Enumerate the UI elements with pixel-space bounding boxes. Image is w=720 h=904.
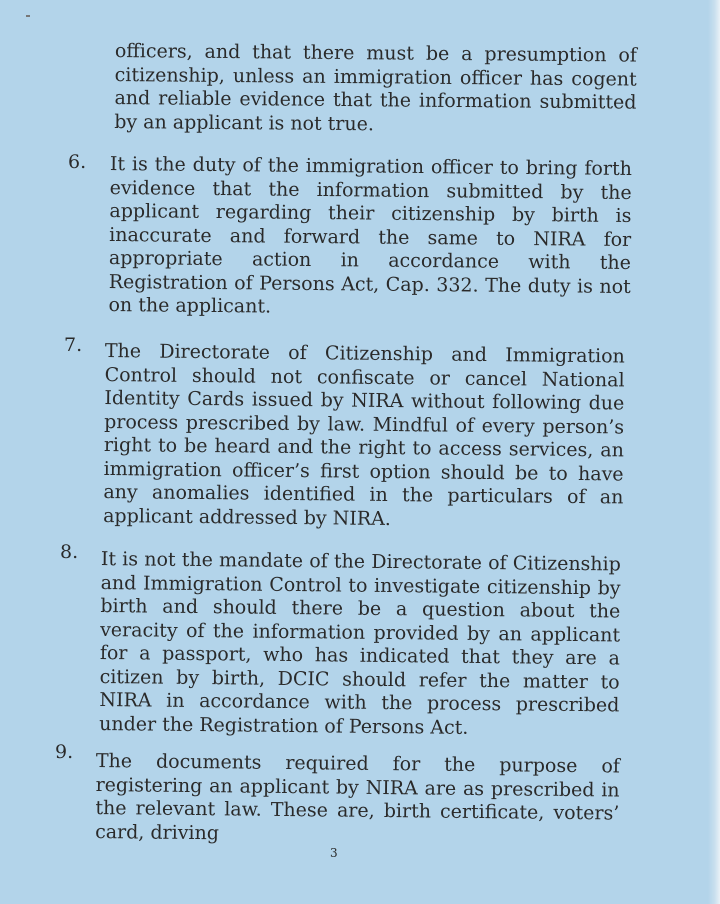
continued-paragraph: officers, and that there must be a presumption of citizenship, unless an immigration officer has cogent and reliable evidence that the information submitted by an applicant is not true. [114,40,637,135]
page-number: 3 [330,846,338,860]
item-number-8: 8. [60,541,79,563]
item-number-7: 7. [64,334,83,356]
item-text-7: The Directorate of Citizenship and Immigration Control should not confiscate or cancel National Identity Cards issued by NIRA without following due process prescribed by law. Mindful of every person’s right to be heard and the right to access services, an immigration officer’s first option should be to have any anomalies identified in the particulars of an applicant addressed by NIRA. [103,340,625,530]
item-text-6: It is the duty of the immigration officer to bring forth evidence that the information submitted by the applicant regarding their citizenship by birth is inaccurate and forward the same to NIRA for appropriate action in accordance with the Registration of Persons Act, Cap. 332. The duty is not on the applicant. [108,153,632,318]
page-edge-shadow [708,0,720,904]
item-text-8: It is not the mandate of the Directorate of Citizenship and Immigration Control to investigate citizenship by birth and should there be a question about the veracity of the information provided by an applicant for a passport, who has indicated that they are a citizen by birth, DCIC should refer the matter to NIRA in accordance with the process prescribed under the Registration of Persons Act. [99,548,621,739]
item-number-9: 9. [55,741,74,763]
item-number-6: 6. [68,151,87,173]
scan-speck [26,15,30,17]
item-text-9: The documents required for the purpose of registering an applicant by NIRA are as prescribed in the relevant law. These are, birth certificate, voters’ card, driving [95,750,620,844]
